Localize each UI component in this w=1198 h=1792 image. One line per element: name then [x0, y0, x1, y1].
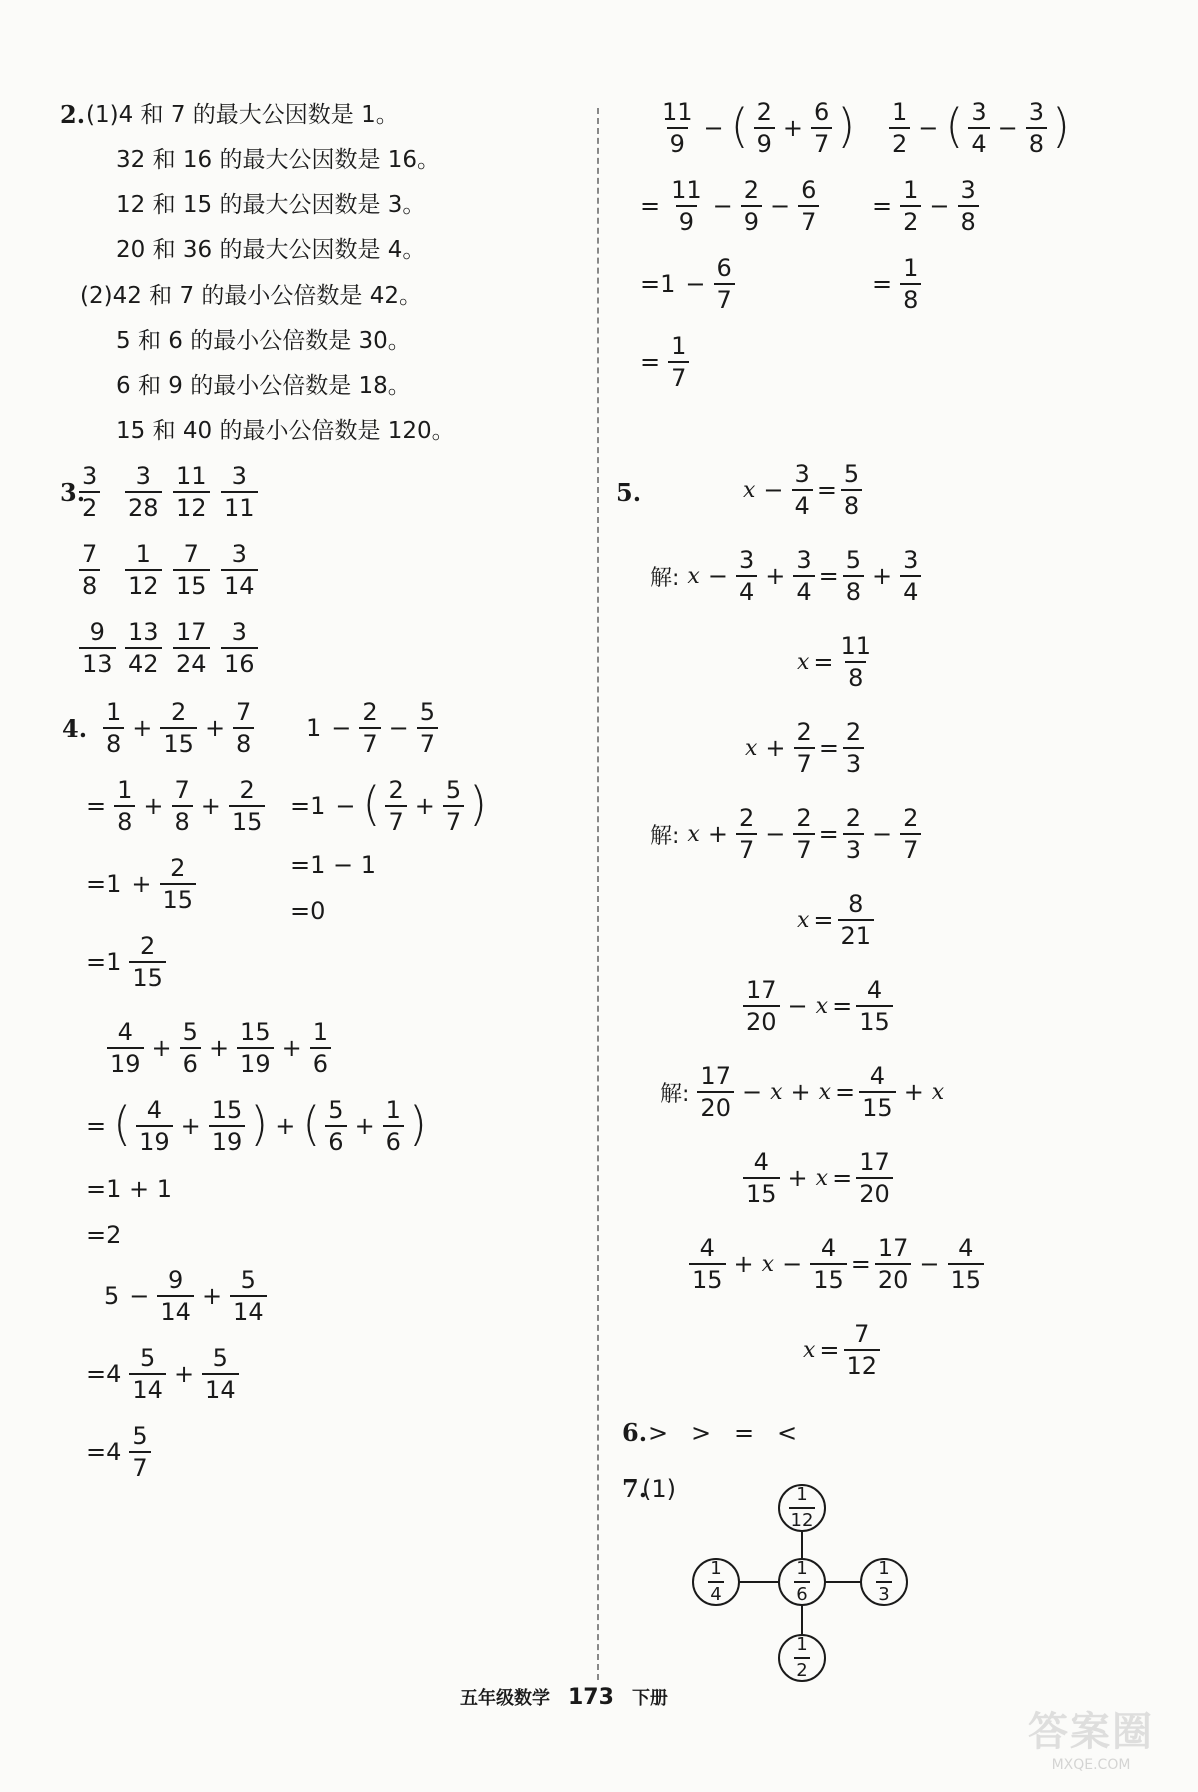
q3-fraction: $\frac{1}{12}$	[122, 542, 165, 598]
q2-line-1: (1)4 和 7 的最大公因数是 1。	[86, 102, 399, 128]
q4c-expression: $\frac{4}{19}$ + $\frac{5}{6}$ + $\frac{15}{19}$ + $\frac{1}{6}$	[104, 1020, 334, 1076]
q5c-equation: $\frac{17}{20}$ − x = $\frac{4}{15}$	[740, 978, 896, 1034]
q2-line-5: (2)42 和 7 的最小公倍数是 42。	[80, 283, 422, 309]
q3-fraction: $\frac{3}{2}$	[76, 464, 103, 520]
q3-fraction: $\frac{3}{14}$	[218, 542, 261, 598]
q2-line-7: 6 和 9 的最小公倍数是 18。	[116, 373, 411, 399]
watermark-logo: 答案圈 MXQE.COM	[1028, 1709, 1154, 1773]
q2-line-8: 15 和 40 的最小公倍数是 120。	[116, 418, 455, 444]
q3-fraction: $\frac{9}{13}$	[76, 620, 119, 676]
q5b-jie: 解:	[650, 823, 680, 849]
q4a-step-1: = $\frac{1}{8}$ + $\frac{7}{8}$ + $\frac{2}{15}$	[86, 778, 268, 834]
column-divider	[597, 108, 599, 1680]
q4a-step-2: =1 + $\frac{2}{15}$	[86, 856, 199, 912]
q5a-equation: x − $\frac{3}{4}$ = $\frac{5}{8}$	[740, 462, 865, 518]
q4f-result: = $\frac{1}{8}$	[872, 256, 924, 312]
q2-line-6: 5 和 6 的最小公倍数是 30。	[116, 328, 411, 354]
q6-answers: > > = <	[648, 1419, 798, 1447]
q5a-step-1: 解: x − $\frac{3}{4}$ + $\frac{3}{4}$ = $\frac{5}{8}$ + $\frac{3}{4}$	[650, 548, 924, 604]
q4e-step-2: =1 − $\frac{6}{7}$	[640, 256, 738, 312]
q4a-result: =1 $\frac{2}{15}$	[86, 934, 169, 990]
q4e-result: = $\frac{1}{7}$	[640, 334, 692, 390]
q2-number: 2.	[60, 100, 86, 129]
q2-line-2: 32 和 16 的最大公因数是 16。	[116, 147, 441, 173]
q4c-step-1: = ( $\frac{4}{19}$ + $\frac{15}{19}$ ) + ( $\frac{5}{6}$ + $\frac{1}{6}$ )	[86, 1096, 427, 1156]
q4b-result: =0	[290, 897, 326, 925]
q2-line-3: 12 和 15 的最大公因数是 3。	[116, 192, 426, 218]
q4-number: 4.	[62, 714, 88, 743]
q4d-expression: 5 − $\frac{9}{14}$ + $\frac{5}{14}$	[104, 1268, 270, 1324]
q5a-jie: 解:	[650, 565, 680, 591]
q6-number: 6.	[622, 1418, 648, 1447]
tree-node-left: $\frac{1}{4}$	[692, 1558, 740, 1606]
q5b-equation: x + $\frac{2}{7}$ = $\frac{2}{3}$	[742, 720, 867, 776]
q4d-step-1: =4 $\frac{5}{14}$ + $\frac{5}{14}$	[86, 1346, 242, 1402]
q5c-step-3: $\frac{4}{15}$ + x − $\frac{4}{15}$ = $\frac{17}{20}$ − $\frac{4}{15}$	[686, 1236, 987, 1292]
q4f-step-1: = $\frac{1}{2}$ − $\frac{3}{8}$	[872, 178, 982, 234]
q4b-step-2: =1 − 1	[290, 851, 377, 879]
q5a-result: x = $\frac{11}{8}$	[797, 632, 872, 692]
page-number: 173	[568, 1684, 614, 1710]
q4c-result: =2	[86, 1221, 122, 1249]
q4c-step-2: =1 + 1	[86, 1175, 173, 1203]
q5b-step-1: 解: x + $\frac{2}{7}$ − $\frac{2}{7}$ = $\frac{2}{3}$ − $\frac{2}{7}$	[650, 806, 924, 862]
q3-fraction: $\frac{3}{16}$	[218, 620, 261, 676]
tree-node-top: $\frac{1}{12}$	[778, 1484, 826, 1532]
footer-volume: 下册	[631, 1688, 668, 1709]
q3-fraction: $\frac{3}{28}$	[122, 464, 165, 520]
q3-fraction: $\frac{13}{42}$	[122, 620, 165, 676]
footer-grade: 五年级数学	[460, 1688, 550, 1709]
q3-fraction: $\frac{7}{15}$	[170, 542, 213, 598]
tree-node-bottom: $\frac{1}{2}$	[778, 1634, 826, 1682]
q5c-jie: 解:	[660, 1081, 690, 1107]
q4f-expression: $\frac{1}{2}$ − ( $\frac{3}{4}$ − $\frac{3}{8}$ )	[886, 100, 1072, 156]
page-footer	[460, 1684, 668, 1710]
q5b-result: x = $\frac{8}{21}$	[794, 892, 877, 948]
q7-fraction-tree	[660, 1470, 920, 1690]
q4d-result: =4 $\frac{5}{7}$	[86, 1424, 154, 1480]
q3-fraction: $\frac{7}{8}$	[76, 542, 103, 598]
q4e-step-1: = $\frac{11}{9}$ − $\frac{2}{9}$ − $\frac{6}{7}$	[640, 178, 822, 234]
q4b-expression: 1 − $\frac{2}{7}$ − $\frac{5}{7}$	[306, 700, 441, 756]
q5c-result: x = $\frac{7}{12}$	[800, 1322, 883, 1378]
q2-line-4: 20 和 36 的最大公因数是 4。	[116, 237, 426, 263]
tree-node-right: $\frac{1}{3}$	[860, 1558, 908, 1606]
q7-part: (1)	[642, 1475, 676, 1503]
q4a-expression: $\frac{1}{8}$ + $\frac{2}{15}$ + $\frac{7}{8}$	[100, 700, 257, 756]
q5-number: 5.	[616, 478, 642, 507]
q3-fraction: $\frac{11}{12}$	[170, 464, 213, 520]
q7-number: 7.	[622, 1474, 648, 1503]
q5c-step-2: $\frac{4}{15}$ + x = $\frac{17}{20}$	[740, 1150, 896, 1206]
q4e-expression: $\frac{11}{9}$ − ( $\frac{2}{9}$ + $\frac{6}{7}$ )	[662, 98, 856, 158]
q3-fraction: $\frac{3}{11}$	[218, 464, 261, 520]
q4b-step-1: =1 − ( $\frac{2}{7}$ + $\frac{5}{7}$ )	[290, 776, 488, 836]
q3-fraction: $\frac{17}{24}$	[170, 620, 213, 676]
tree-node-center: $\frac{1}{6}$	[778, 1558, 826, 1606]
q3-number: 3.	[60, 478, 86, 507]
q5c-step-1: 解: $\frac{17}{20}$ − x + x = $\frac{4}{15}$ + x	[660, 1062, 945, 1122]
